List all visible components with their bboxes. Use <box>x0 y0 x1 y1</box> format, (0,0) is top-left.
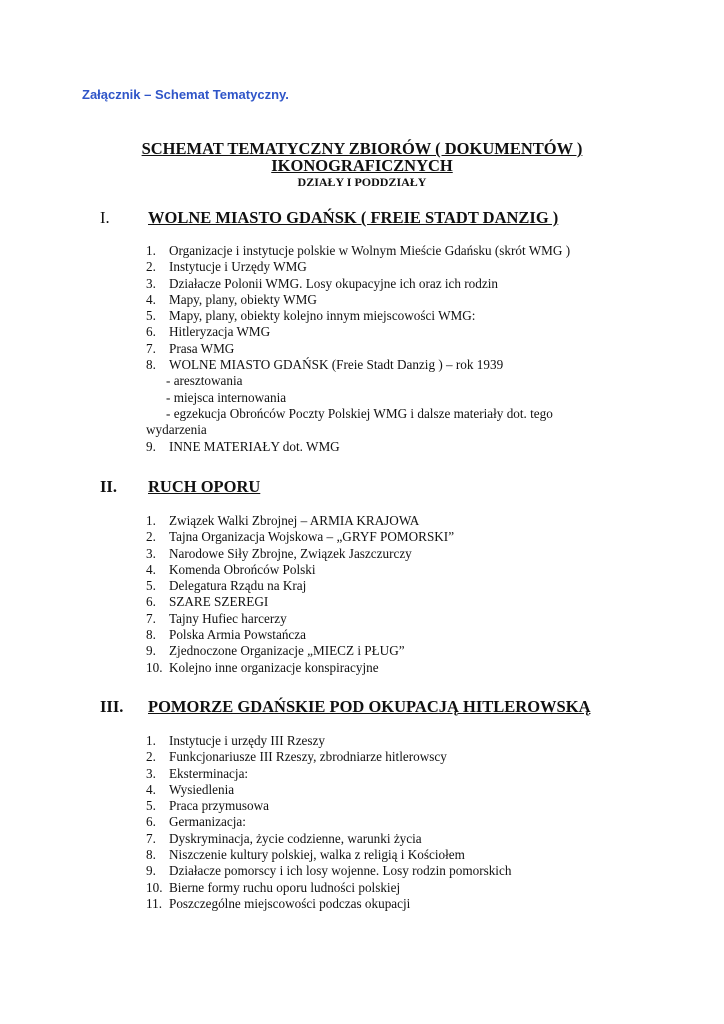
list-item-text: Funkcjonariusze III Rzeszy, zbrodniarze hitlerowscy <box>169 749 447 765</box>
list-item <box>0 627 724 643</box>
list-item <box>0 766 724 782</box>
list-item-text: Narodowe Siły Zbrojne, Związek Jaszczurczy <box>169 545 412 561</box>
section-2 <box>0 477 724 499</box>
list-item-number: 7. <box>146 340 156 356</box>
section-3-number: III. <box>100 697 124 716</box>
list-item-text: Bierne formy ruchu oporu ludności polskiej <box>169 879 401 895</box>
list-item-number: 5. <box>146 578 156 594</box>
list-item-text: Niszczenie kultury polskiej, walka z religią i Kościołem <box>169 847 465 863</box>
list-item-number: 3. <box>146 545 156 561</box>
list-item <box>0 562 724 578</box>
subitem: - egzekucja Obrońców Poczty Polskiej WMG i dalsze materiały dot. tego <box>166 405 553 421</box>
list-item-text: Poszczególne miejscowości podczas okupacji <box>169 895 411 911</box>
section-3-list <box>0 733 724 912</box>
list-item <box>0 594 724 610</box>
list-item <box>0 863 724 879</box>
list-item-text: Mapy, plany, obiekty kolejno innym miejscowości WMG: <box>169 308 476 324</box>
list-item-text: WOLNE MIASTO GDAŃSK (Freie Stadt Danzig ) – rok 1939 <box>169 357 504 373</box>
title-subtitle: DZIAŁY I PODDZIAŁY <box>297 175 427 189</box>
list-item-text: Zjednoczone Organizacje „MIECZ i PŁUG” <box>169 643 405 659</box>
list-item <box>0 660 724 676</box>
title-line-2: IKONOGRAFICZNYCH <box>271 156 453 175</box>
list-item <box>0 546 724 562</box>
list-item-number: 8. <box>146 627 156 643</box>
list-item-number: 9. <box>146 863 156 879</box>
list-item <box>0 814 724 830</box>
list-item-number: 6. <box>146 324 156 340</box>
list-item <box>0 749 724 765</box>
subitem: - miejsca internowania <box>166 389 287 405</box>
list-item-text: Komenda Obrońców Polski <box>169 561 316 577</box>
document-title <box>0 140 724 190</box>
subitem: - aresztowania <box>166 373 243 389</box>
list-item <box>0 276 724 292</box>
list-item <box>0 896 724 912</box>
list-item-text: Działacze Polonii WMG. Losy okupacyjne ich oraz ich rodzin <box>169 275 498 291</box>
list-item-text: Instytucje i urzędy III Rzeszy <box>169 733 325 748</box>
list-item-number: 9. <box>146 643 156 659</box>
section-1-title: WOLNE MIASTO GDAŃSK ( FREIE STADT DANZIG ) <box>148 208 559 227</box>
list-item <box>0 611 724 627</box>
list-item-number: 7. <box>146 830 156 846</box>
section-2-list <box>0 513 724 676</box>
list-item-number: 2. <box>146 259 156 275</box>
section-1-heading <box>0 208 724 230</box>
list-item-text: Wysiedlenia <box>169 781 235 797</box>
section-2-number: II. <box>100 477 117 496</box>
list-item: 9. INNE MATERIAŁY dot. WMG <box>146 438 340 454</box>
list-item-number: 2. <box>146 749 156 765</box>
list-item <box>0 733 724 749</box>
list-item-number: 4. <box>146 291 156 307</box>
list-item-number: 5. <box>146 798 156 814</box>
list-item-number: 6. <box>146 814 156 830</box>
list-item <box>0 357 724 373</box>
list-item-text: Instytucje i Urzędy WMG <box>169 259 307 275</box>
list-item-text: Dyskryminacja, życie codzienne, warunki życia <box>169 830 422 846</box>
list-item-text: Hitleryzacja WMG <box>169 324 271 340</box>
list-item-text: Praca przymusowa <box>169 798 269 814</box>
list-item-text: Germanizacja: <box>169 814 246 830</box>
list-item-text: Polska Armia Powstańcza <box>169 627 306 643</box>
list-item-number: 8. <box>146 847 156 863</box>
list-item-text: Działacze pomorscy i ich losy wojenne. Losy rodzin pomorskich <box>169 863 512 879</box>
list-item-number: 4. <box>146 561 156 577</box>
list-item-number: 3. <box>146 275 156 291</box>
list-item-number: 2. <box>146 529 156 545</box>
section-1-number: I. <box>100 208 110 227</box>
list-item-number: 1. <box>146 513 156 528</box>
list-item-text: Kolejno inne organizacje konspiracyjne <box>169 659 379 675</box>
list-item-text: Prasa WMG <box>169 340 235 356</box>
list-item-number: 7. <box>146 610 156 626</box>
section-2-heading <box>0 477 724 499</box>
list-item-text: Organizacje i instytucje polskie w Wolnym Mieście Gdańsku (skrót WMG ) <box>169 243 571 258</box>
list-item <box>0 243 724 259</box>
section-3-heading <box>0 697 724 719</box>
list-item-number: 3. <box>146 765 156 781</box>
list-item-number: 8. <box>146 357 156 373</box>
list-item <box>0 798 724 814</box>
list-item-number: 6. <box>146 594 156 610</box>
list-item <box>0 782 724 798</box>
section-3-title: POMORZE GDAŃSKIE POD OKUPACJĄ HITLEROWSKĄ <box>148 697 591 716</box>
list-item <box>0 292 724 308</box>
list-item <box>0 880 724 896</box>
list-item <box>0 847 724 863</box>
list-item-text: SZARE SZEREGI <box>169 594 269 610</box>
list-item-number: 4. <box>146 781 156 797</box>
list-item <box>0 578 724 594</box>
list-item <box>0 831 724 847</box>
list-item-text: Mapy, plany, obiekty WMG <box>169 291 317 307</box>
list-item-number: 5. <box>146 308 156 324</box>
list-item-number: 1. <box>146 733 156 748</box>
list-item-text: Delegatura Rządu na Kraj <box>169 578 307 594</box>
list-item-number: 11. <box>146 895 162 911</box>
list-item-text: Tajny Hufiec harcerzy <box>169 610 287 626</box>
list-item <box>0 308 724 324</box>
list-item <box>0 259 724 275</box>
list-item-number: 10. <box>146 879 163 895</box>
list-item <box>0 529 724 545</box>
list-item-text: Eksterminacja: <box>169 765 249 781</box>
subitem-continuation: wydarzenia <box>146 422 207 438</box>
list-item-text: Tajna Organizacja Wojskowa – „GRYF POMORSKI” <box>169 529 455 545</box>
section-1-list <box>0 243 724 455</box>
section-3 <box>0 697 724 719</box>
list-item <box>0 324 724 340</box>
list-item-text: Związek Walki Zbrojnej – ARMIA KRAJOWA <box>169 513 420 528</box>
list-item <box>0 513 724 529</box>
list-item <box>0 643 724 659</box>
section-1 <box>0 208 724 230</box>
title-line-1: SCHEMAT TEMATYCZNY ZBIORÓW ( DOKUMENTÓW ) <box>141 139 583 158</box>
list-item-number: 1. <box>146 243 156 258</box>
section-2-title: RUCH OPORU <box>148 477 261 496</box>
list-item-number: 10. <box>146 659 163 675</box>
list-item <box>0 341 724 357</box>
annex-label: Załącznik – Schemat Tematyczny. <box>82 87 289 102</box>
